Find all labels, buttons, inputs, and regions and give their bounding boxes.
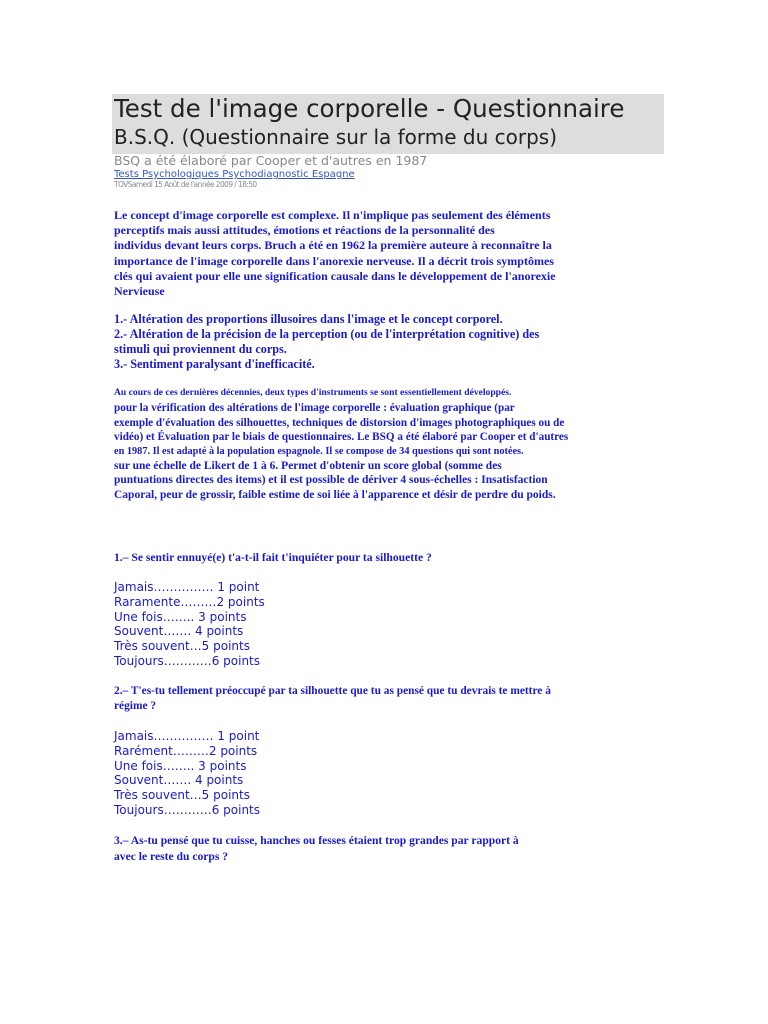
- answer-option: Souvent……. 4 points: [114, 773, 244, 788]
- answer-option: Rarément………2 points: [114, 743, 258, 758]
- intro-line: Nervieuse: [114, 284, 165, 299]
- post-meta: TOVSamedi 15 Août de l'année 2009 / 18:50: [114, 180, 257, 189]
- page-subtitle: B.S.Q. (Questionnaire sur la forme du corps): [114, 125, 558, 149]
- question-2-options: [114, 729, 260, 818]
- symptom-item: 2.- Altération de la précision de la perception (ou de l'interprétation cognitive) des: [114, 327, 540, 341]
- intro-line: clés qui avaient pour elle une signification causale dans le développement de l'anorexie: [114, 268, 556, 283]
- question-1: [114, 550, 432, 565]
- question-text: régime ?: [114, 700, 157, 712]
- question-text: 2.– T'es-tu tellement préoccupé par ta silhouette que tu as pensé que tu devrais te mettre à: [114, 685, 551, 697]
- question-2: [114, 684, 551, 714]
- question-text: avec le reste du corps ?: [114, 849, 229, 863]
- symptom-item: stimuli qui proviennent du corps.: [114, 342, 287, 356]
- answer-option: Toujours…………6 points: [114, 653, 261, 668]
- answer-option: Raramente………2 points: [114, 594, 265, 609]
- answer-option: Une fois…….. 3 points: [114, 609, 247, 624]
- instruments-paragraph: [114, 401, 568, 459]
- instruments-lead: [114, 386, 511, 399]
- page-title: Test de l'image corporelle - Questionnaire: [114, 94, 625, 123]
- symptom-item: 3.- Sentiment paralysant d'inefficacité.: [114, 357, 315, 371]
- answer-option: Une fois…….. 3 points: [114, 758, 247, 773]
- likert-paragraph: [114, 459, 556, 502]
- answer-option: Toujours…………6 points: [114, 802, 261, 817]
- likert-line: puntuations directes des items) et il est possible de dériver 4 sous-échelles : Insatisfaction: [114, 474, 548, 487]
- answer-option: Très souvent…5 points: [114, 639, 250, 654]
- symptoms-list: [114, 312, 539, 372]
- answer-option: Souvent……. 4 points: [114, 624, 244, 639]
- intro-line: perceptifs mais aussi attitudes, émotions et réactions de la personnalité des: [114, 223, 495, 238]
- instruments-line: pour la vérification des altérations de l'image corporelle : évaluation graphique (par: [114, 402, 515, 414]
- instruments-line: en 1987. Il est adapté à la population espagnole. Il se compose de 34 questions qui sont notées.: [114, 445, 524, 457]
- likert-line: Caporal, peur de grossir, faible estime de soi liée à l'apparence et désir de perdre du poids.: [114, 488, 556, 501]
- question-1-options: [114, 580, 265, 669]
- intro-paragraph: [114, 208, 556, 299]
- category-link[interactable]: Tests Psychologiques Psychodiagnostic Espagne: [114, 169, 355, 180]
- instruments-line: exemple d'évaluation des silhouettes, techniques de distorsion d'images photographiques ou de: [114, 416, 565, 429]
- intro-line: Le concept d'image corporelle est complexe. Il n'implique pas seulement des éléments: [114, 208, 551, 222]
- instruments-lead-line: Au cours de ces dernières décennies, deux types d'instruments se sont essentiellement développés.: [114, 387, 512, 398]
- answer-option: Jamais…………… 1 point: [114, 729, 260, 743]
- answer-option: Jamais…………… 1 point: [114, 580, 260, 594]
- question-3: [114, 833, 519, 864]
- intro-line: individus devant leurs corps. Bruch a été en 1962 la première auteure à reconnaître la: [114, 238, 552, 253]
- likert-line: sur une échelle de Likert de 1 à 6. Permet d'obtenir un score global (somme des: [114, 460, 502, 472]
- symptom-item: 1.- Altération des proportions illusoires dans l'image et le concept corporel.: [114, 312, 503, 326]
- intro-line: importance de l'image corporelle dans l'anorexie nerveuse. Il a décrit trois symptômes: [114, 253, 554, 268]
- question-text: 1.– Se sentir ennuyé(e) t'a-t-il fait t'inquiéter pour ta silhouette ?: [114, 551, 432, 564]
- author-note: BSQ a été élaboré par Cooper et d'autres en 1987: [114, 153, 428, 168]
- question-text: 3.– As-tu pensé que tu cuisse, hanches ou fesses étaient trop grandes par rapport à: [114, 834, 519, 847]
- answer-option: Très souvent…5 points: [114, 788, 250, 803]
- instruments-line: vidéo) et Évaluation par le biais de questionnaires. Le BSQ a été élaboré par Cooper et d'autres: [114, 431, 569, 443]
